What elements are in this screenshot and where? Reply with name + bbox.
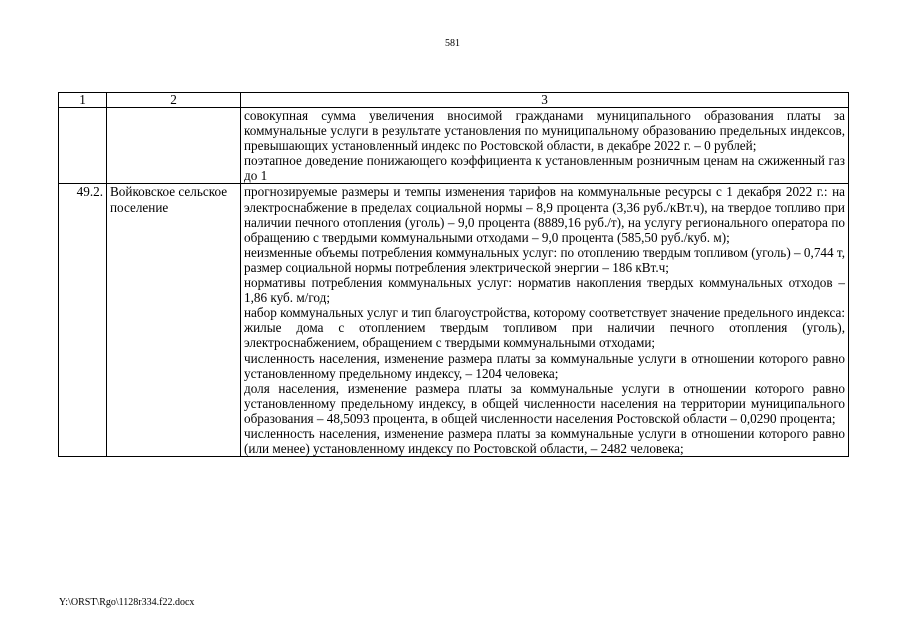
settlement-name-cell xyxy=(107,108,241,184)
document-file-path: Y:\ORST\Rgo\1128r334.f22.docx xyxy=(59,597,195,608)
page-number: 581 xyxy=(445,38,460,49)
description-paragraph: доля населения, изменение размера платы за коммунальные услуги в отношении которого равно установленному предельному индексу, в общей численности населения на территории муниципального образования – 48,5093 процента, в общей численности населения Ростовской области – 0,0290 процента; xyxy=(244,380,845,426)
table-header-row xyxy=(59,93,849,108)
row-number-cell: 49.2. xyxy=(59,184,107,457)
row-number-cell xyxy=(59,108,107,184)
description-paragraph: численность населения, изменение размера платы за коммунальные услуги в отношении которого равно установленному предельному индексу, – 1204 человека; xyxy=(244,350,845,381)
description-paragraph: поэтапное доведение понижающего коэффициента к установленным розничным ценам на сжиженный газ до 1 xyxy=(244,153,845,184)
description-paragraph: нормативы потребления коммунальных услуг: норматив накопления твердых коммунальных отходов – 1,86 куб. м/год; xyxy=(244,275,845,306)
description-paragraph: совокупная сумма увеличения вносимой гражданами муниципального образования платы за коммунальные услуги в результате установления по муниципальному образованию предельных индексов, превышающих установленный индекс по Ростовской области, в декабре 2022 г. – 0 рублей; xyxy=(244,108,845,154)
description-cell xyxy=(241,108,849,184)
header-col-2: 2 xyxy=(107,93,241,108)
settlement-name-cell: Войковское сельское поселение xyxy=(107,184,241,457)
tariff-table xyxy=(58,92,849,457)
header-col-1: 1 xyxy=(59,93,107,108)
table-row-49-2 xyxy=(59,184,849,457)
description-paragraph: прогнозируемые размеры и темпы изменения тарифов на коммунальные ресурсы с 1 декабря 2022 г.: на электроснабжение в пределах социальной нормы – 8,9 процента (3,36 руб./кВт.ч), на твердое топливо при наличии печного отопления (уголь) – 9,0 процента (8889,16 руб./т), на услугу регионального оператора по обращению с твердыми коммунальными отходами – 9,0 процента (585,50 руб./куб. м); xyxy=(244,184,845,245)
description-paragraph: численность населения, изменение размера платы за коммунальные услуги в отношении которого равно (или менее) установленному индексу по Ростовской области, – 2482 человека; xyxy=(244,425,845,457)
header-col-3: 3 xyxy=(241,93,849,108)
table-row-continuation xyxy=(59,108,849,184)
description-paragraph: набор коммунальных услуг и тип благоустройства, которому соответствует значение предельного индекса: жилые дома с отоплением твердым топливом при наличии печного отопления (уголь), электроснабжением, обращением с твердыми коммунальными отходами; xyxy=(244,305,846,351)
description-paragraph: неизменные объемы потребления коммунальных услуг: по отоплению твердым топливом (уголь) – 0,744 т, размер социальной нормы потребления электрической энергии – 186 кВт.ч; xyxy=(244,244,845,275)
description-cell xyxy=(241,184,849,457)
